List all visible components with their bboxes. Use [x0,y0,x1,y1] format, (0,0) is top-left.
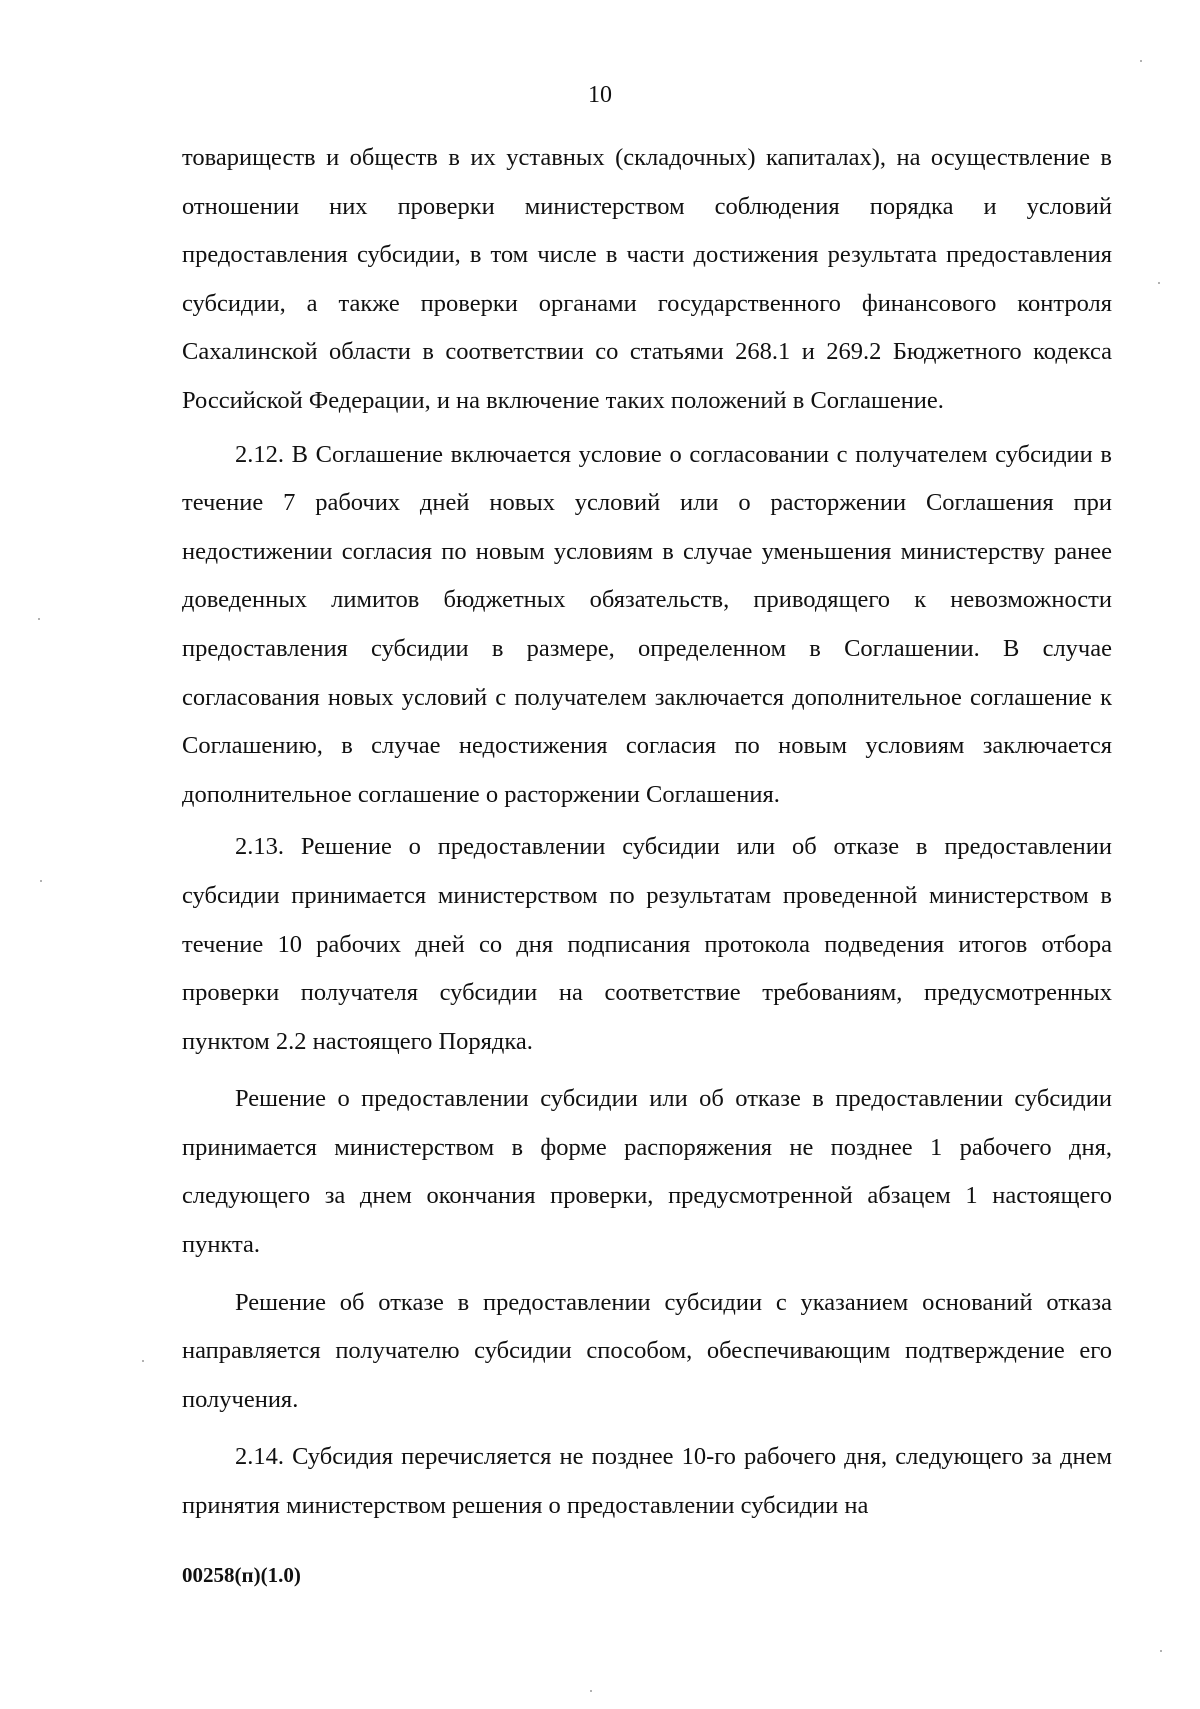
scan-speck [142,1360,144,1362]
scan-speck [1160,1650,1162,1652]
document-body [182,134,1112,1531]
scan-speck [40,880,42,882]
scan-speck [38,618,40,620]
paragraph-continuation: товариществ и обществ в их уставных (складочных) капиталах), на осуществление в отношении них проверки министерством соблюдения порядка и условий предоставления субсидии, в том числе в части достижения результата предоставления субсидии, а также проверки органами государственного финансового контроля Сахалинской области в соответствии со статьями 268.1 и 269.2 Бюджетного кодекса Российской Федерации, и на включение таких положений в Соглашение. [182,144,1112,414]
paragraph-refusal-notice: Решение об отказе в предоставлении субсидии с указанием оснований отказа направляется получателю субсидии способом, обеспечивающим подтверждение его получения. [182,1288,1112,1413]
paragraph-2-12: 2.12. В Соглашение включается условие о согласовании с получателем субсидии в течение 7 рабочих дней новых условий или о расторжении Соглашения при недостижении согласия по новым условиям в случае уменьшения министерству ранее доведенных лимитов бюджетных обязательств, приводящего к невозможности предоставления субсидии в размере, определенном в Соглашении. В случае согласования новых условий с получателем заключается дополнительное соглашение к Соглашению, в случае недостижения согласия по новым условиям заключается дополнительное соглашение о расторжении Соглашения. [182,440,1112,808]
scan-speck [590,1690,592,1692]
paragraph-decision-form: Решение о предоставлении субсидии или об отказе в предоставлении субсидии принимается министерством в форме распоряжения не позднее 1 рабочего дня, следующего за днем окончания проверки, предусмотренной абзацем 1 настоящего пункта. [182,1085,1112,1259]
paragraph-2-13: 2.13. Решение о предоставлении субсидии или об отказе в предоставлении субсидии принимается министерством по результатам проведенной министерством в течение 10 рабочих дней со дня подписания протокола подведения итогов отбора проверки получателя субсидии на соответствие требованиям, предусмотренных пунктом 2.2 настоящего Порядка. [182,833,1112,1055]
document-code: 00258(п)(1.0) [182,1563,301,1587]
scan-speck [1140,60,1142,62]
scan-speck [1158,282,1160,284]
page-number: 10 [588,82,612,108]
paragraph-2-14: 2.14. Субсидия перечисляется не позднее 10-го рабочего дня, следующего за днем принятия министерством решения о предоставлении субсидии на [182,1443,1112,1520]
